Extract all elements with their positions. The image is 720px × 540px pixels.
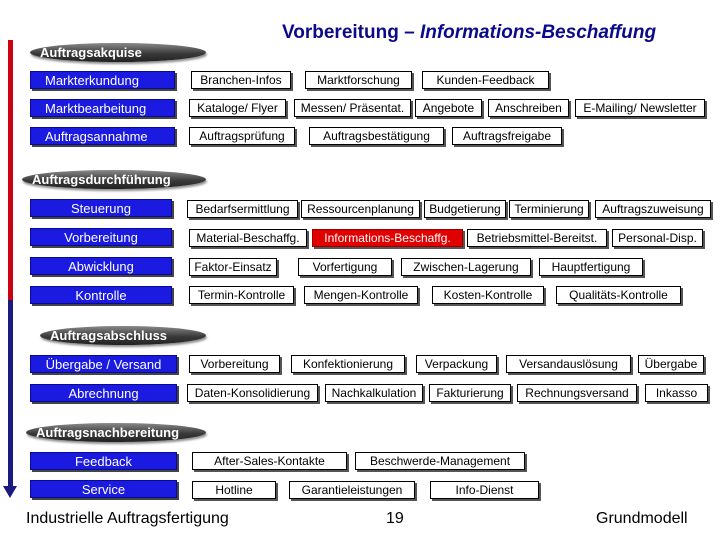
category-marktbearbeitung[interactable]: Marktbearbeitung — [30, 99, 175, 117]
item-hauptfertigung[interactable]: Hauptfertigung — [539, 258, 643, 276]
item-after-sales-kontakte[interactable]: After-Sales-Kontakte — [192, 452, 347, 470]
item-kunden-feedback[interactable]: Kunden-Feedback — [422, 71, 549, 89]
category-steuerung[interactable]: Steuerung — [30, 199, 172, 217]
item-e-mailing-newsletter[interactable]: E-Mailing/ Newsletter — [575, 99, 705, 117]
item-budgetierung[interactable]: Budgetierung — [424, 200, 506, 218]
category-service[interactable]: Service — [30, 480, 177, 498]
item-vorbereitung[interactable]: Vorbereitung — [189, 355, 280, 373]
item-anschreiben[interactable]: Anschreiben — [488, 99, 569, 117]
section-header-auftragsnachbereitung: Auftragsnachbereitung — [26, 423, 206, 442]
item-betriebsmittel-bereitst[interactable]: Betriebsmittel-Bereitst. — [467, 229, 607, 247]
item-auftragsfreigabe[interactable]: Auftragsfreigabe — [452, 127, 562, 145]
item-auftragsbestaetigung[interactable]: Auftragsbestätigung — [309, 127, 444, 145]
item-kosten-kontrolle[interactable]: Kosten-Kontrolle — [432, 286, 544, 304]
item-qualitaets-kontrolle[interactable]: Qualitäts-Kontrolle — [556, 286, 681, 304]
item-garantieleistungen[interactable]: Garantieleistungen — [289, 481, 415, 499]
footer-page-number: 19 — [386, 510, 404, 527]
timeline-bar-top — [8, 40, 13, 300]
item-uebergabe[interactable]: Übergabe — [638, 355, 704, 373]
category-markterkundung[interactable]: Markterkundung — [30, 71, 175, 89]
footer-topic: Grundmodell — [596, 510, 688, 527]
item-informations-beschaffg-active[interactable]: Informations-Beschaffg. — [312, 229, 463, 247]
section-header-auftragsakquise: Auftragsakquise — [30, 43, 206, 62]
item-mengen-kontrolle[interactable]: Mengen-Kontrolle — [304, 286, 418, 304]
section-header-auftragsabschluss: Auftragsabschluss — [40, 326, 206, 345]
category-abrechnung[interactable]: Abrechnung — [30, 384, 177, 402]
category-abwicklung[interactable]: Abwicklung — [30, 257, 172, 275]
item-ressourcenplanung[interactable]: Ressourcenplanung — [301, 200, 420, 218]
item-hotline[interactable]: Hotline — [192, 481, 276, 499]
item-fakturierung[interactable]: Fakturierung — [429, 384, 511, 402]
item-material-beschaffg[interactable]: Material-Beschaffg. — [189, 229, 307, 247]
item-daten-konsolidierung[interactable]: Daten-Konsolidierung — [187, 384, 318, 402]
item-marktforschung[interactable]: Marktforschung — [305, 71, 412, 89]
category-auftragsannahme[interactable]: Auftragsannahme — [30, 127, 175, 145]
item-faktor-einsatz[interactable]: Faktor-Einsatz — [189, 258, 277, 276]
section-header-auftragsdurchfuehrung: Auftragsdurchführung — [22, 170, 206, 189]
item-versandausloesung[interactable]: Versandauslösung — [506, 355, 631, 373]
item-branchen-infos[interactable]: Branchen-Infos — [191, 71, 291, 89]
item-rechnungsversand[interactable]: Rechnungsversand — [517, 384, 637, 402]
item-auftragspruefung[interactable]: Auftragsprüfung — [189, 127, 295, 145]
item-inkasso[interactable]: Inkasso — [645, 384, 708, 402]
item-messen-praesentat[interactable]: Messen/ Präsentat. — [294, 99, 411, 117]
category-kontrolle[interactable]: Kontrolle — [30, 286, 172, 304]
category-vorbereitung[interactable]: Vorbereitung — [30, 228, 172, 246]
item-vorfertigung[interactable]: Vorfertigung — [298, 258, 392, 276]
item-personal-disp[interactable]: Personal-Disp. — [612, 229, 703, 247]
item-terminierung[interactable]: Terminierung — [509, 200, 589, 218]
item-angebote[interactable]: Angebote — [415, 99, 482, 117]
footer-course-title: Industrielle Auftragsfertigung — [26, 510, 229, 527]
item-verpackung[interactable]: Verpackung — [416, 355, 497, 373]
category-feedback[interactable]: Feedback — [30, 452, 177, 470]
item-termin-kontrolle[interactable]: Termin-Kontrolle — [189, 286, 294, 304]
item-beschwerde-management[interactable]: Beschwerde-Management — [355, 452, 525, 470]
item-kataloge-flyer[interactable]: Kataloge/ Flyer — [189, 99, 286, 117]
item-nachkalkulation[interactable]: Nachkalkulation — [325, 384, 423, 402]
slide-title: Vorbereitung – Informations-Beschaffung — [282, 22, 657, 43]
item-auftragszuweisung[interactable]: Auftragszuweisung — [595, 200, 711, 218]
item-konfektionierung[interactable]: Konfektionierung — [291, 355, 405, 373]
timeline-bar-bottom — [8, 300, 13, 490]
item-info-dienst[interactable]: Info-Dienst — [430, 481, 539, 499]
item-zwischen-lagerung[interactable]: Zwischen-Lagerung — [401, 258, 531, 276]
item-bedarfsermittlung[interactable]: Bedarfsermittlung — [187, 200, 298, 218]
category-uebergabe-versand[interactable]: Übergabe / Versand — [30, 355, 177, 373]
timeline-arrow-down-icon — [3, 486, 17, 498]
